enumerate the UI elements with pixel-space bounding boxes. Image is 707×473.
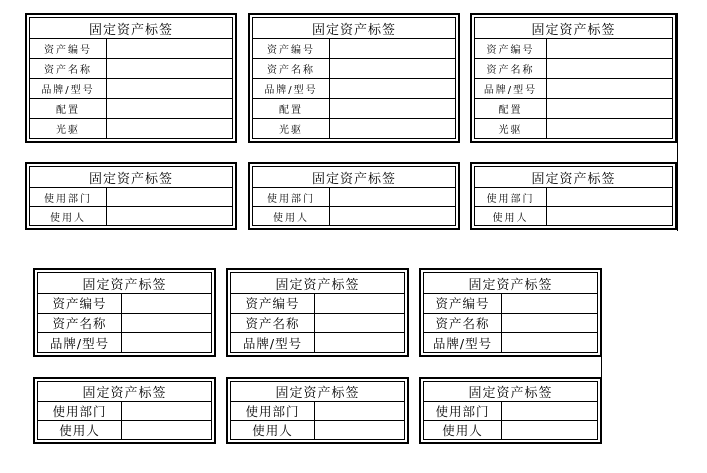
card-title: 固定资产标签 [30, 167, 232, 188]
card-title: 固定资产标签 [38, 273, 211, 294]
field-value[interactable] [315, 294, 404, 313]
field-value[interactable] [122, 294, 211, 313]
field-label: 品牌/型号 [253, 79, 330, 98]
field-value[interactable] [107, 59, 232, 78]
field-label: 配置 [30, 99, 107, 118]
user-label-card-top-2 [248, 162, 460, 230]
field-label: 使用人 [424, 421, 502, 439]
field-label: 品牌/型号 [30, 79, 107, 98]
field-value[interactable] [107, 188, 232, 206]
field-label: 光驱 [253, 119, 330, 138]
field-value[interactable] [330, 207, 455, 225]
field-label: 使用人 [475, 207, 547, 225]
field-label: 配置 [475, 99, 547, 118]
field-label: 使用人 [38, 421, 122, 439]
field-label: 资产名称 [253, 59, 330, 78]
field-label: 使用人 [253, 207, 330, 225]
card-title: 固定资产标签 [231, 273, 404, 294]
field-label: 品牌/型号 [231, 333, 315, 352]
field-label: 使用部门 [424, 402, 502, 420]
field-value[interactable] [330, 188, 455, 206]
field-label: 使用部门 [38, 402, 122, 420]
field-label: 资产编号 [475, 39, 547, 58]
field-label: 资产名称 [424, 314, 502, 333]
card-title: 固定资产标签 [231, 382, 404, 402]
field-label: 资产编号 [424, 294, 502, 313]
field-label: 光驱 [475, 119, 547, 138]
field-value[interactable] [330, 119, 455, 138]
field-value[interactable] [547, 79, 672, 98]
field-label: 资产编号 [231, 294, 315, 313]
field-label: 品牌/型号 [424, 333, 502, 352]
field-label: 配置 [253, 99, 330, 118]
field-value[interactable] [502, 333, 597, 352]
card-title: 固定资产标签 [424, 382, 597, 402]
card-title: 固定资产标签 [475, 18, 672, 39]
field-value[interactable] [107, 99, 232, 118]
field-label: 资产编号 [253, 39, 330, 58]
card-title: 固定资产标签 [475, 167, 672, 188]
field-value[interactable] [330, 99, 455, 118]
asset-label-card-bottom-1 [33, 268, 216, 357]
asset-label-card-top-2 [248, 13, 460, 143]
user-label-card-top-3 [470, 162, 677, 230]
field-label: 使用部门 [253, 188, 330, 206]
field-value[interactable] [315, 402, 404, 420]
field-label: 资产名称 [231, 314, 315, 333]
field-value[interactable] [502, 294, 597, 313]
field-label: 使用人 [231, 421, 315, 439]
field-value[interactable] [122, 402, 211, 420]
field-label: 使用部门 [231, 402, 315, 420]
user-label-card-bottom-2 [226, 377, 409, 444]
field-value[interactable] [502, 314, 597, 333]
field-label: 资产名称 [30, 59, 107, 78]
field-label: 资产名称 [475, 59, 547, 78]
asset-label-card-bottom-3 [419, 268, 602, 357]
field-value[interactable] [122, 314, 211, 333]
field-value[interactable] [315, 421, 404, 439]
field-value[interactable] [502, 421, 597, 439]
card-title: 固定资产标签 [253, 18, 455, 39]
field-value[interactable] [107, 207, 232, 225]
card-title: 固定资产标签 [424, 273, 597, 294]
field-label: 使用人 [30, 207, 107, 225]
field-value[interactable] [122, 421, 211, 439]
asset-label-card-bottom-2 [226, 268, 409, 357]
field-label: 光驱 [30, 119, 107, 138]
user-label-card-bottom-1 [33, 377, 216, 444]
field-label: 使用部门 [475, 188, 547, 206]
card-title: 固定资产标签 [253, 167, 455, 188]
field-value[interactable] [547, 59, 672, 78]
field-value[interactable] [330, 39, 455, 58]
field-value[interactable] [547, 39, 672, 58]
field-value[interactable] [107, 39, 232, 58]
asset-label-card-top-1 [25, 13, 237, 143]
field-value[interactable] [547, 188, 672, 206]
field-value[interactable] [502, 402, 597, 420]
field-value[interactable] [107, 119, 232, 138]
field-label: 资产编号 [30, 39, 107, 58]
card-title: 固定资产标签 [38, 382, 211, 402]
field-value[interactable] [547, 99, 672, 118]
field-value[interactable] [330, 59, 455, 78]
field-label: 资产编号 [38, 294, 122, 313]
field-value[interactable] [315, 333, 404, 352]
field-value[interactable] [107, 79, 232, 98]
field-value[interactable] [122, 333, 211, 352]
field-value[interactable] [330, 79, 455, 98]
field-label: 品牌/型号 [38, 333, 122, 352]
field-label: 资产名称 [38, 314, 122, 333]
user-label-card-top-1 [25, 162, 237, 230]
field-value[interactable] [547, 119, 672, 138]
user-label-card-bottom-3 [419, 377, 602, 444]
field-label: 使用部门 [30, 188, 107, 206]
field-value[interactable] [547, 207, 672, 225]
field-value[interactable] [315, 314, 404, 333]
card-title: 固定资产标签 [30, 18, 232, 39]
asset-label-card-top-3 [470, 13, 677, 143]
field-label: 品牌/型号 [475, 79, 547, 98]
